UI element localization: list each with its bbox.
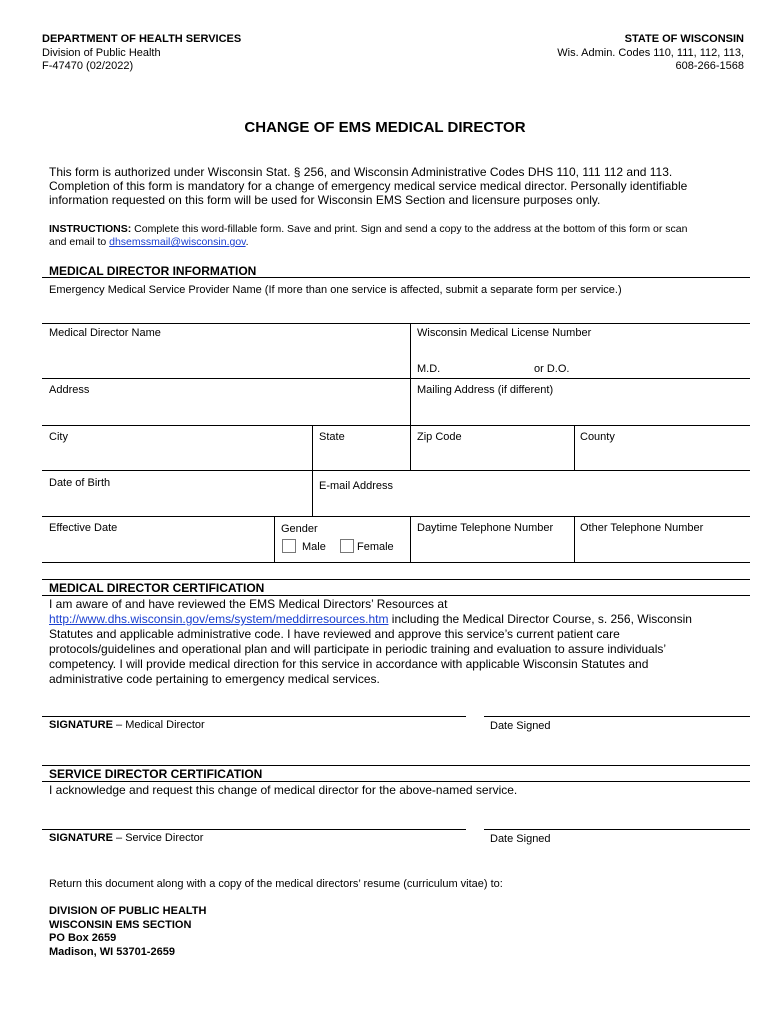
table-rule xyxy=(42,378,750,379)
gender-label: Gender xyxy=(281,523,318,535)
address-line-4: Madison, WI 53701-2659 xyxy=(49,946,175,958)
md-cert-line-6: administrative code pertaining to emergency medical services. xyxy=(49,672,380,686)
intro-line-1: This form is authorized under Wisconsin Stat. § 256, and Wisconsin Administrative Codes DHS 110, 111 112 and 113. xyxy=(49,165,673,179)
md-cert-line-2-rest: including the Medical Director Course, s. 256, Wisconsin xyxy=(388,612,692,626)
female-label: Female xyxy=(357,541,394,553)
instructions-text-2: and email to xyxy=(49,236,110,248)
effective-date-label: Effective Date xyxy=(49,522,118,534)
intro-line-3: information requested on this form will be used for Wisconsin EMS Section and licensure purposes only. xyxy=(49,193,601,207)
male-checkbox[interactable] xyxy=(282,539,296,553)
table-divider xyxy=(274,516,275,562)
zip-label: Zip Code xyxy=(417,431,462,443)
director-name-label: Medical Director Name xyxy=(49,327,161,339)
phone-number: 608-266-1568 xyxy=(675,60,744,72)
md-cert-line-1: I am aware of and have reviewed the EMS Medical Directors’ Resources at xyxy=(49,597,448,611)
table-divider xyxy=(574,425,575,471)
table-divider xyxy=(410,425,411,471)
section-rule xyxy=(42,595,750,596)
address-line-3: PO Box 2659 xyxy=(49,932,117,944)
page-title: CHANGE OF EMS MEDICAL DIRECTOR xyxy=(244,119,526,136)
table-divider xyxy=(312,425,313,516)
sd-date-signed-label: Date Signed xyxy=(490,833,551,845)
sd-cert-text: I acknowledge and request this change of medical director for the above-named service. xyxy=(49,783,518,797)
table-divider xyxy=(410,323,411,426)
instructions-text-1: Complete this word-fillable form. Save and print. Sign and send a copy to the address at the bottom of this form or scan xyxy=(131,223,688,235)
instructions-label: INSTRUCTIONS: xyxy=(49,223,132,235)
county-label: County xyxy=(580,431,615,443)
return-instructions: Return this document along with a copy of the medical directors’ resume (curriculum vitae) to: xyxy=(49,878,503,890)
signature-role: – Service Director xyxy=(112,832,204,844)
email-link[interactable]: dhsemssmail@wisconsin.gov xyxy=(109,236,246,248)
md-label: M.D. xyxy=(417,363,441,375)
address-label: Address xyxy=(49,384,90,396)
instructions-line-1 xyxy=(49,223,687,236)
md-cert-line-2 xyxy=(49,612,692,627)
admin-codes: Wis. Admin. Codes 110, 111, 112, 113, xyxy=(557,47,744,59)
instructions-text-3: . xyxy=(245,236,249,248)
md-signature-label xyxy=(49,718,205,732)
table-rule xyxy=(42,470,750,471)
license-label: Wisconsin Medical License Number xyxy=(417,327,592,339)
md-cert-line-3: Statutes and applicable administrative code. I have reviewed and approve this service’s current patient care xyxy=(49,627,620,641)
table-rule xyxy=(42,323,750,324)
md-date-signed-label: Date Signed xyxy=(490,720,551,732)
section-heading-md-cert: MEDICAL DIRECTOR CERTIFICATION xyxy=(49,581,265,595)
resources-link[interactable]: http://www.dhs.wisconsin.gov/ems/system/meddirresources.htm xyxy=(49,612,389,626)
dob-label: Date of Birth xyxy=(49,477,111,489)
other-phone-label: Other Telephone Number xyxy=(580,522,704,534)
form-number: F-47470 (02/2022) xyxy=(42,60,134,72)
do-label: or D.O. xyxy=(534,363,570,375)
md-cert-line-4: protocols/guidelines and operational plan and will participate in periodic training and evaluation to assure individuals’ xyxy=(49,642,667,656)
signature-bold: SIGNATURE xyxy=(49,832,113,844)
address-line-1: DIVISION OF PUBLIC HEALTH xyxy=(49,905,207,917)
address-line-2: WISCONSIN EMS SECTION xyxy=(49,919,192,931)
division-name: Division of Public Health xyxy=(42,47,161,59)
section-heading-sd-cert: SERVICE DIRECTOR CERTIFICATION xyxy=(49,767,263,781)
signature-line xyxy=(42,716,466,717)
table-rule xyxy=(42,562,750,563)
intro-line-2: Completion of this form is mandatory for a change of emergency medical service medical director. Personally identifiable xyxy=(49,179,688,193)
mailing-address-label: Mailing Address (if different) xyxy=(417,384,554,396)
email-address-label: E-mail Address xyxy=(319,480,393,492)
female-checkbox[interactable] xyxy=(340,539,354,553)
daytime-phone-label: Daytime Telephone Number xyxy=(417,522,554,534)
sd-signature-label xyxy=(49,831,203,845)
section-heading-md-info: MEDICAL DIRECTOR INFORMATION xyxy=(49,264,257,278)
state-label: State xyxy=(319,431,345,443)
section-rule xyxy=(42,579,750,580)
section-rule xyxy=(42,781,750,782)
provider-name-label: Emergency Medical Service Provider Name (If more than one service is affected, submit a separate form per service.) xyxy=(49,284,622,296)
md-cert-line-5: competency. I will provide medical direction for this service in accordance with applicable Wisconsin Statutes and xyxy=(49,657,649,671)
signature-bold: SIGNATURE xyxy=(49,719,113,731)
table-divider xyxy=(574,516,575,562)
section-rule xyxy=(42,277,750,278)
instructions-line-2 xyxy=(49,236,249,249)
table-rule xyxy=(42,425,750,426)
state-name: STATE OF WISCONSIN xyxy=(624,33,744,45)
date-line xyxy=(484,829,750,830)
city-label: City xyxy=(49,431,68,443)
section-rule xyxy=(42,765,750,766)
signature-line xyxy=(42,829,466,830)
table-divider xyxy=(410,516,411,562)
department-name: DEPARTMENT OF HEALTH SERVICES xyxy=(42,33,242,45)
date-line xyxy=(484,716,750,717)
male-label: Male xyxy=(302,541,326,553)
signature-role: – Medical Director xyxy=(112,719,205,731)
table-rule xyxy=(42,516,750,517)
